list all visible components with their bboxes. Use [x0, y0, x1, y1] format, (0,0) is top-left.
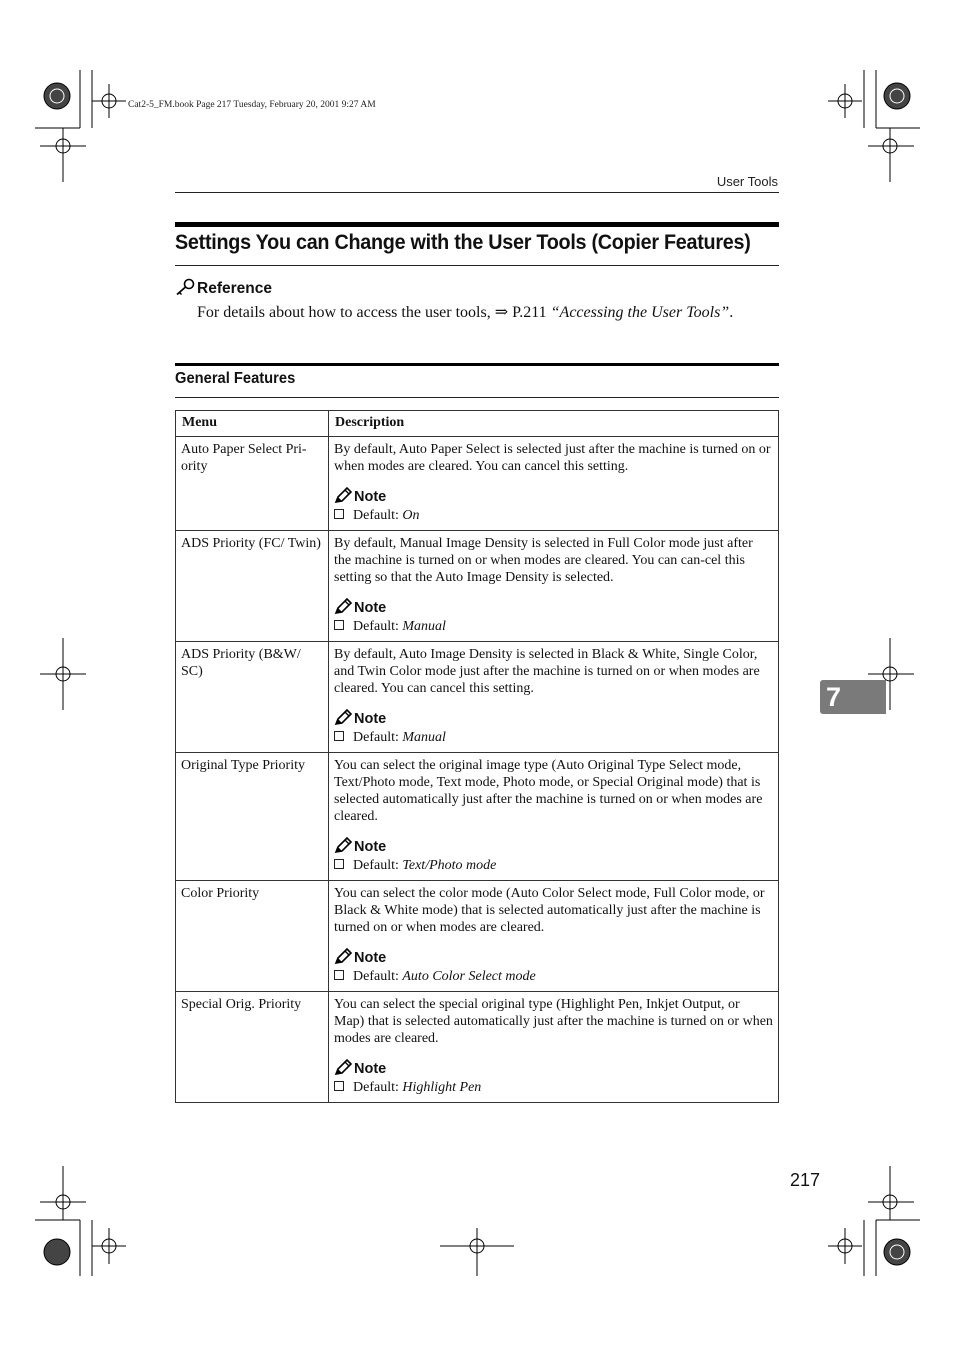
table-row: [176, 881, 779, 992]
description-text: You can select the color mode (Auto Color Select mode, Full Color mode, or Black & White mode) that is selected automatically just after the machine is turned on or when modes are cleared.: [334, 886, 765, 935]
reference-link[interactable]: “Accessing the User Tools”: [550, 304, 730, 321]
note-label: Note: [354, 711, 387, 727]
description-cell: [329, 642, 779, 753]
print-info-line: Cat2-5_FM.book Page 217 Tuesday, February 20, 2001 9:27 AM: [128, 100, 376, 110]
header-rule: [175, 192, 779, 193]
page-number: 217: [790, 1170, 821, 1190]
default-value: Text/Photo mode: [402, 858, 497, 873]
description-text: You can select the original image type (Auto Original Type Select mode, Text/Photo mode, Text mode, Photo mode, or Special Original mode) that is selected automatically just after the machine is turned on or when modes are cleared.: [334, 758, 763, 824]
note-heading: [334, 837, 773, 855]
pencil-icon: [334, 948, 352, 965]
checkbox-bullet-icon: [334, 731, 344, 741]
note-heading: [334, 948, 773, 966]
default-value: Manual: [402, 730, 446, 745]
section-title: General Features: [175, 370, 296, 387]
menu-cell: Original Type Priority: [176, 753, 329, 881]
default-value: Manual: [402, 619, 446, 634]
reference-heading: [175, 278, 272, 298]
title-rule: [175, 265, 779, 266]
chapter-tab: 7: [820, 680, 886, 714]
default-label: Default:: [353, 508, 403, 523]
features-table: [175, 410, 779, 1103]
checkbox-bullet-icon: [334, 970, 344, 980]
description-cell: [329, 992, 779, 1103]
checkbox-bullet-icon: [334, 859, 344, 869]
table-row: [176, 992, 779, 1103]
note-default-item: [334, 729, 773, 746]
table-row: [176, 753, 779, 881]
description-cell: [329, 881, 779, 992]
default-value: Auto Color Select mode: [402, 969, 536, 984]
pencil-icon: [334, 709, 352, 726]
menu-column-header: Menu: [176, 411, 329, 437]
table-row: [176, 642, 779, 753]
key-icon: [175, 278, 195, 296]
page-title: Settings You can Change with the User Tools (Copier Features): [175, 230, 751, 254]
table-row: [176, 531, 779, 642]
title-bar: [175, 222, 779, 227]
checkbox-bullet-icon: [334, 1081, 344, 1091]
note-heading: [334, 709, 773, 727]
default-value: Highlight Pen: [402, 1080, 482, 1095]
section-rule-bottom: [175, 397, 779, 398]
note-heading: [334, 1059, 773, 1077]
note-default-item: [334, 857, 773, 874]
note-heading: [334, 487, 773, 505]
description-text: You can select the special original type (Highlight Pen, Inkjet Output, or Map) that is selected automatically just after the machine is turned on or when modes are cleared.: [334, 997, 773, 1046]
default-label: Default:: [353, 969, 403, 984]
description-text: By default, Auto Image Density is selected in Black & White, Single Color, and Twin Color mode just after the machine is turned on or when modes are cleared. You can cancel this setting.: [334, 647, 760, 696]
default-value: On: [402, 508, 420, 523]
note-label: Note: [354, 600, 387, 616]
default-label: Default:: [353, 730, 403, 745]
pencil-icon: [334, 837, 352, 854]
note-label: Note: [354, 950, 387, 966]
description-cell: [329, 531, 779, 642]
note-default-item: [334, 507, 773, 524]
note-label: Note: [354, 1061, 387, 1077]
reference-text: For details about how to access the user tools, ⇒ P.211 “Accessing the User Tools”.: [197, 304, 734, 321]
table-row: [176, 437, 779, 531]
pencil-icon: [334, 1059, 352, 1076]
note-default-item: [334, 618, 773, 635]
description-cell: [329, 437, 779, 531]
description-text: By default, Auto Paper Select is selected just after the machine is turned on or when modes are cleared. You can cancel this setting.: [334, 442, 771, 474]
menu-cell: Special Orig. Priority: [176, 992, 329, 1103]
note-default-item: [334, 1079, 773, 1096]
note-label: Note: [354, 489, 387, 505]
note-label: Note: [354, 839, 387, 855]
pencil-icon: [334, 598, 352, 615]
running-header: User Tools: [716, 174, 778, 189]
menu-cell: ADS Priority (B&W/ SC): [176, 642, 329, 753]
description-column-header: Description: [329, 411, 779, 437]
checkbox-bullet-icon: [334, 509, 344, 519]
default-label: Default:: [353, 858, 403, 873]
note-default-item: [334, 968, 773, 985]
table-header-row: [176, 411, 779, 437]
default-label: Default:: [353, 1080, 403, 1095]
menu-cell: Auto Paper Select Pri-ority: [176, 437, 329, 531]
checkbox-bullet-icon: [334, 620, 344, 630]
menu-cell: Color Priority: [176, 881, 329, 992]
pencil-icon: [334, 487, 352, 504]
reference-label: Reference: [197, 280, 272, 297]
description-text: By default, Manual Image Density is selected in Full Color mode just after the machine is turned on or when modes are cleared. You can can-cel this setting so that the Auto Image Density is selected.: [334, 536, 753, 585]
description-cell: [329, 753, 779, 881]
menu-cell: ADS Priority (FC/ Twin): [176, 531, 329, 642]
section-rule-top: [175, 363, 779, 366]
note-heading: [334, 598, 773, 616]
default-label: Default:: [353, 619, 403, 634]
